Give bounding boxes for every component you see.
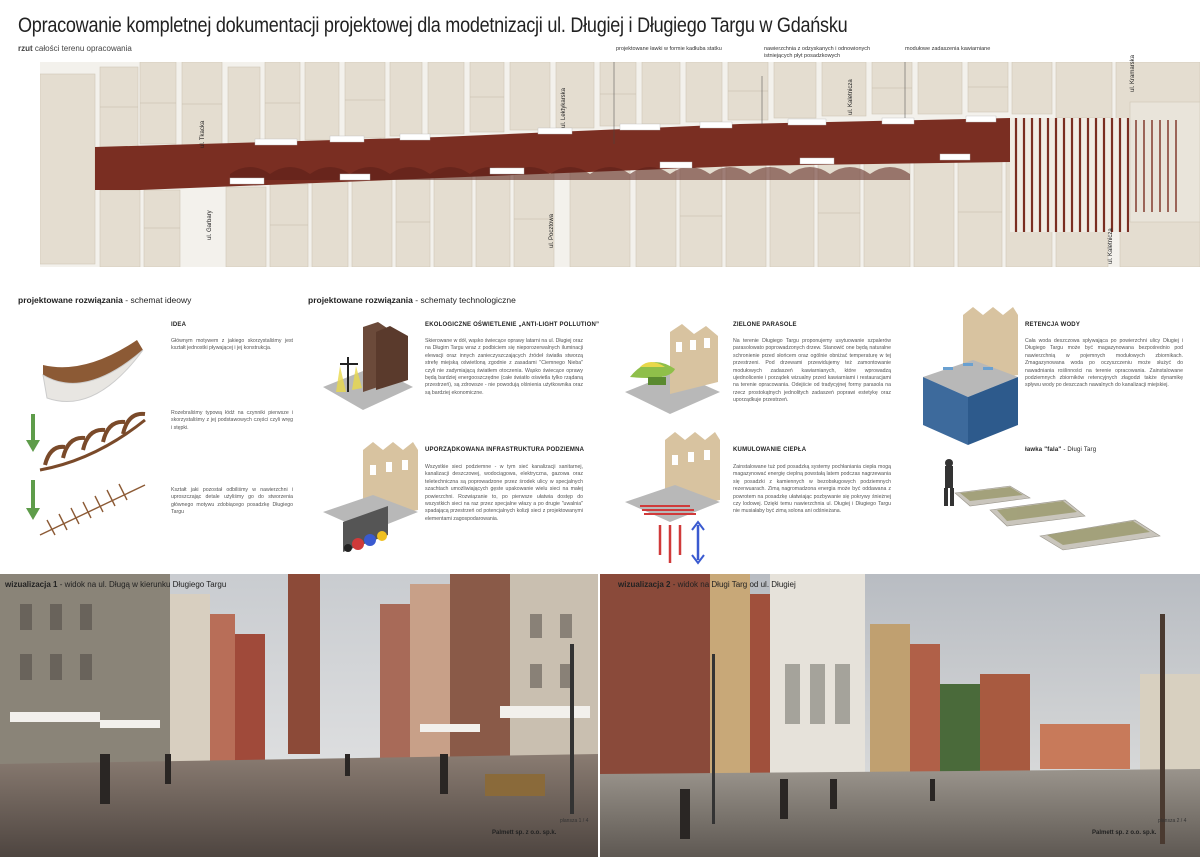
street-label-lektykarska: ul. Lektykarska xyxy=(561,87,567,128)
tech-title-parasol: ZIELONE PARASOLE xyxy=(733,322,797,328)
idea-text-1: Głównym motywem z jakiego skorzystaliśmy jest kształt jednostki pływającej i jej konstrukcja. xyxy=(171,338,293,352)
visualization-1 xyxy=(0,574,598,857)
tech-text-infrastructure: Wszystkie sieci podziemne - w tym sieć kanalizacji sanitarnej, kanalizacji deszczowej, wodociągowa, elektryczna, gazowa oraz teletechniczna są poprowadzone przez środek ulicy w specjalnych szachtach umożliwiających gęste upakowanie wielu sieci na małej powierzchni. Rozwiązanie to, po pierwsze ułatwia dostęp do wszystkich sieci na raz przez specjalne włazy a po drugie "uwalnia" spadającą przestrzeń od potencjalnych kolizji sieci z projektowanymi elementami zagospodarowania. xyxy=(425,464,583,522)
idea-text-3: Kształt jaki pozostał odbiliśmy w nawierzchni i uproszczając detale użyliśmy go do stworzenia głównego motywu zdobiącego posadzkę Długiego Targu xyxy=(171,487,293,516)
tech-heading: projektowane rozwiązania - schematy technologiczne xyxy=(308,295,516,305)
visualization-1-label: wizualizacja 1 - widok na ul. Długą w kierunku Długiego Targu xyxy=(5,580,227,589)
heat-illustration xyxy=(620,430,720,570)
tech-title-retention: RETENCJA WODY xyxy=(1025,322,1081,328)
floor-motif xyxy=(40,484,145,535)
visualization-2 xyxy=(600,574,1200,857)
callout-benches: projektowane ławki w formie kadłuba statku xyxy=(616,46,722,52)
street-label-pocztowa: ul. Pocztowa xyxy=(549,213,555,248)
street-label-garbary: ul. Garbary xyxy=(207,210,213,240)
street-label-kaletnicza-s: ul. Kaletnicza xyxy=(1108,228,1114,264)
boat-diagram xyxy=(25,330,155,545)
tech-text-parasol: Na terenie Długiego Targu proponujemy usytuowanie szpalerów parasolowato poprowadzonych drzew. Stanowić one będą naturalne schronienie przed słońcem oraz ogólnie obniżać temperaturę w tej przestrzeni. Pod drzewami przewidujemy też zamontowanie modułowych zadaszeń kawiarnianych, które wprowadzą ujednolicenie i porządek wizualny przed kawiarniami i restauracjami na terenie opracowania. Odejście od tradycyjnej formy parasola na rzecz prostokątnych jednolitych zadaszeń poprawi estetykę oraz uporządkuje przestrzeń. xyxy=(733,338,891,404)
tech-text-heat: Zainstalowane tuż pod posadzką systemy pochłaniania ciepła mogą magazynować energię cieplną powstałą latem podczas nagrzewania się posadzki z kamiennych w bezobsługowych podziemnych rezerwuarach. Zimą nagromadzona energia może być oddawana z powrotem na posadzkę ułatwiając pozbywanie się pokrywy śnieżnej czy lodowej. Dzięki temu nawierzchnia ul. Długiej i Długiego Targu nie musiałaby być zimą solona ani odśnieżana. xyxy=(733,464,891,515)
tech-title-lighting: EKOLOGICZNE OŚWIETLENIE „ANTI-LIGHT POLLUTION” xyxy=(425,322,600,328)
sheet-number-1: plansza 1 / 4 xyxy=(560,818,589,824)
visualization-2-image xyxy=(600,574,1200,857)
retention-illustration xyxy=(918,305,1020,450)
tech-text-lighting: Skierowane w dół, wąsko świecące oprawy latarni na ul. Długiej oraz na Długim Targu wraz z podbiciem się nieporozerwalnych iluminacji elewacji oraz innych zanieczyszczających źródeł światła stworzą strefę miejską oświetloną zgodnie z zasadami "Ciemnego Nieba" czyli nie zadymiającą światłem otoczenia. Wąsko świecące oprawy będą bardziej energooszczędne (całe światło oświetla tylko rządaną przestrzeń), są zdrowsze - nie powodują olśnienia użytkownika oraz są bardziej ekonomiczne. xyxy=(425,338,583,396)
sheet-number-2: plansza 2 / 4 xyxy=(1158,818,1187,824)
site-plan-drawing xyxy=(40,62,1200,267)
boat-ribs xyxy=(40,414,145,470)
infrastructure-illustration xyxy=(318,440,418,565)
site-plan xyxy=(40,62,1200,267)
ideas-heading: projektowane rozwiązania - schemat ideowy xyxy=(18,295,192,305)
tech-title-infrastructure: UPORZĄDKOWANA INFRASTRUKTURA PODZIEMNA xyxy=(425,447,585,453)
page-title: Opracowanie kompletnej dokumentacji projektowej dla modetnizacji ul. Długiej i Długiego Targu w Gdańsku xyxy=(18,14,848,37)
idea-text-2: Rozebraliśmy typową łódź na czynniki pierwsze i skorzystaliśmy z jej podstawowych części czyli wręg i stępki. xyxy=(171,410,293,431)
visualization-2-label: wizualizacja 2 - widok na Długi Targ od ul. Długiej xyxy=(618,580,796,589)
logo-1: Palmett sp. z o.o. sp.k. xyxy=(492,830,557,836)
street-label-kaletnicza-n: ul. Kaletnicza xyxy=(848,79,854,115)
street-label-tkacka: ul. Tkacka xyxy=(200,120,206,148)
street-label-kramarska: ul. Kramarska xyxy=(1130,54,1136,92)
tech-title-heat: KUMULOWANIE CIEPŁA xyxy=(733,447,807,453)
callout-cafe-roofs: modułowe zadaszenia kawiarniane xyxy=(905,46,991,52)
lighting-illustration xyxy=(318,322,418,412)
tech-text-retention: Cała woda deszczowa spływająca po powierzchni ulicy Długiej i Długiego Targu może być magazynowana bezpośrednio pod nawierzchnią w pojemnych modułowych zbiornikach. Zmagazynowana woda po oczyszczeniu może służyć do nawadniania roślinności na terenie opracowania. Zainstalowane podziemnych zbiorników retencyjnych złagodzi także dynamikę spływu wody po deszczach nawalnych do kanalizacji miejskiej. xyxy=(1025,338,1183,389)
callout-paving: nawierzchnia z odzyskanych i odnowionych istniejących płyt posadzkowych xyxy=(764,46,871,59)
tech-title-bench: ławka "fala" - Długi Targ xyxy=(1025,447,1097,453)
visualization-1-image xyxy=(0,574,598,857)
parasol-illustration xyxy=(620,322,725,417)
wave-bench-illustration xyxy=(935,458,1170,553)
idea-title: IDEA xyxy=(171,322,187,328)
logo-2: Palmett sp. z o.o. sp.k. xyxy=(1092,830,1157,836)
plan-label: rzut całości terenu opracowania xyxy=(18,44,132,53)
